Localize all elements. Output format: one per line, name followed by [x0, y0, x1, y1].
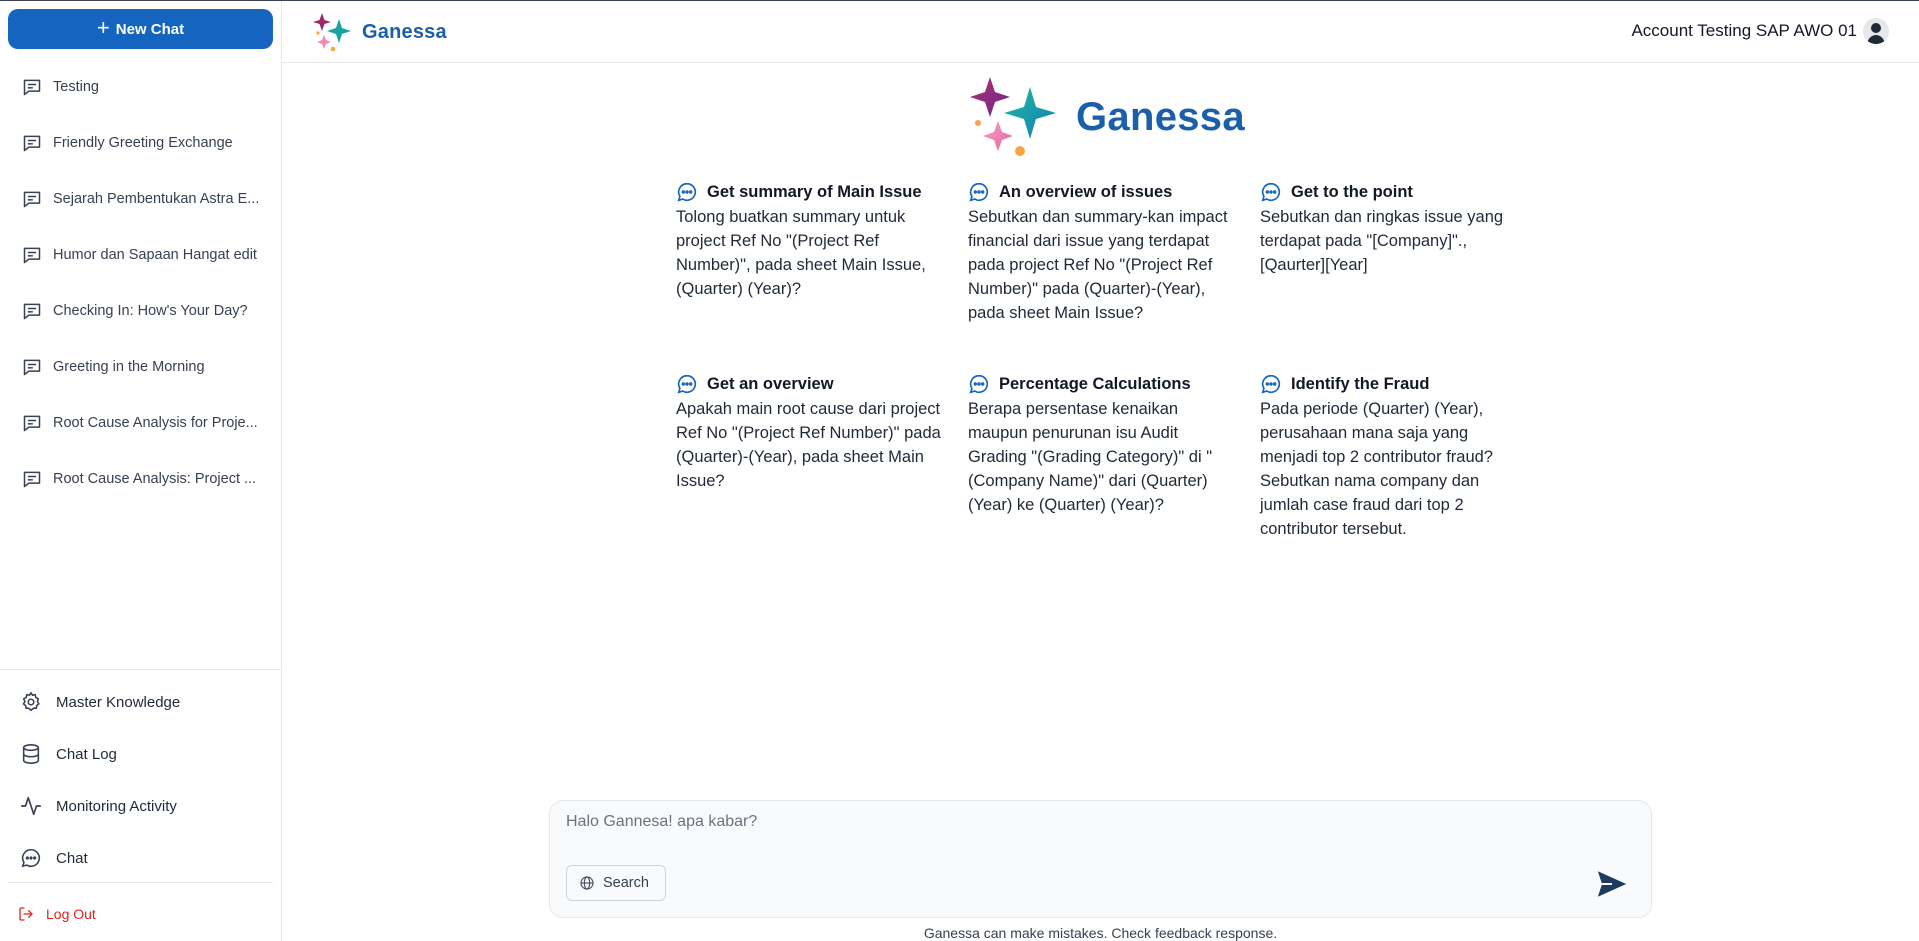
logout-label: Log Out — [46, 906, 96, 922]
send-icon — [1595, 867, 1629, 901]
message-square-icon — [22, 77, 42, 97]
logout-icon — [18, 906, 34, 922]
suggestion-card[interactable] — [676, 373, 941, 493]
suggestion-title: Get to the point — [1291, 182, 1413, 201]
history-item-label: Root Cause Analysis for Proje... — [53, 415, 258, 431]
message-square-icon — [22, 133, 42, 153]
suggestion-card[interactable] — [1260, 373, 1525, 541]
header-brand-text: Ganessa — [362, 20, 447, 43]
send-button[interactable] — [1595, 867, 1629, 901]
logout-button[interactable] — [18, 906, 96, 922]
message-square-icon — [22, 469, 42, 489]
chat-bubble-icon — [968, 181, 990, 203]
top-header — [282, 1, 1919, 63]
suggestion-text: Sebutkan dan summary-kan impact financial dari issue yang terdapat pada project Ref No "(Project Ref Number)" pada (Quarter)-(Year), pada sheet Main Issue? — [968, 208, 1228, 322]
message-input[interactable] — [566, 813, 1566, 843]
sidebar — [0, 1, 282, 941]
plus-icon: + — [96, 15, 110, 40]
sidebar-divider — [0, 669, 281, 670]
search-toggle-button[interactable] — [566, 865, 666, 901]
new-chat-label: New Chat — [115, 20, 185, 38]
suggestion-card[interactable] — [1260, 181, 1525, 277]
nav-divider — [8, 882, 273, 883]
message-square-icon — [22, 357, 42, 377]
history-item-label: Humor dan Sapaan Hangat edit — [53, 247, 257, 263]
new-chat-button[interactable] — [8, 9, 273, 49]
database-icon — [20, 743, 42, 765]
suggestion-text: Pada periode (Quarter) (Year), perusahaan mana saja yang menjadi top 2 contributor fraud? Sebutkan nama company dan jumlah case fraud dari top 2 contributor tersebut. — [1260, 400, 1493, 538]
history-item-label: Sejarah Pembentukan Astra E... — [53, 191, 260, 207]
suggestion-title: Identify the Fraud — [1291, 374, 1430, 393]
chat-bubble-icon — [1260, 373, 1282, 395]
sparkle-logo-icon — [970, 75, 1070, 159]
suggestion-text: Sebutkan dan ringkas issue yang terdapat pada "[Company]"., [Qaurter][Year] — [1260, 208, 1504, 274]
avatar — [1863, 18, 1889, 44]
message-square-icon — [22, 301, 42, 321]
suggestion-title: Get summary of Main Issue — [707, 182, 922, 201]
chat-bubble-icon — [968, 373, 990, 395]
history-item[interactable] — [0, 115, 281, 171]
message-square-icon — [22, 413, 42, 433]
nav-item-monitoring-activity[interactable] — [0, 780, 281, 832]
nav-item-chat-log[interactable] — [0, 728, 281, 780]
history-item-label: Root Cause Analysis: Project ... — [53, 471, 257, 487]
history-item[interactable] — [0, 395, 281, 451]
history-item[interactable] — [0, 451, 281, 507]
account-name: Account Testing SAP AWO 01 — [1631, 21, 1857, 40]
chat-bubble-icon — [1260, 181, 1282, 203]
chat-bubble-icon — [20, 847, 42, 869]
suggestion-title: Get an overview — [707, 374, 834, 393]
chat-bubble-icon — [676, 181, 698, 203]
nav-item-chat[interactable] — [0, 832, 281, 884]
suggestion-card[interactable] — [676, 181, 941, 301]
hero-brand-text: Ganessa — [1076, 94, 1245, 139]
suggestion-text: Tolong buatkan summary untuk project Ref No "(Project Ref Number)", pada sheet Main Issue, (Quarter) (Year)? — [676, 208, 926, 298]
chat-composer — [549, 800, 1652, 918]
history-item-label: Greeting in the Morning — [53, 359, 205, 375]
activity-icon — [20, 795, 42, 817]
chat-bubble-icon — [676, 373, 698, 395]
sidebar-nav — [0, 676, 281, 884]
history-item[interactable] — [0, 227, 281, 283]
nav-label: Chat Log — [56, 745, 117, 763]
suggestion-title: An overview of issues — [999, 182, 1173, 201]
chat-history-list — [0, 59, 281, 507]
history-item[interactable] — [0, 283, 281, 339]
suggestion-title: Percentage Calculations — [999, 374, 1191, 393]
search-toggle-label: Search — [603, 875, 649, 891]
user-avatar-icon — [1863, 18, 1889, 44]
hero-logo — [970, 75, 1245, 159]
gear-icon — [20, 691, 42, 713]
suggestion-text: Berapa persentase kenaikan maupun penurunan isu Audit Grading "(Grading Category)" di "(Company Name)" dari (Quarter) (Year) ke (Quarter) (Year)? — [968, 400, 1213, 514]
message-square-icon — [22, 189, 42, 209]
suggestion-text: Apakah main root cause dari project Ref No "(Project Ref Number)" pada (Quarter)-(Year), pada sheet Main Issue? — [676, 400, 941, 490]
nav-label: Chat — [56, 849, 88, 867]
nav-label: Master Knowledge — [56, 693, 181, 711]
disclaimer-text: Ganessa can make mistakes. Check feedback response. — [923, 925, 1278, 941]
globe-icon — [579, 875, 595, 891]
history-item[interactable] — [0, 339, 281, 395]
nav-label: Monitoring Activity — [56, 797, 177, 815]
history-item-label: Friendly Greeting Exchange — [53, 135, 233, 151]
header-logo[interactable] — [312, 11, 447, 53]
message-square-icon — [22, 245, 42, 265]
sparkle-logo-icon — [312, 11, 356, 53]
history-item-label: Testing — [53, 79, 99, 95]
history-item[interactable] — [0, 59, 281, 115]
nav-item-master-knowledge[interactable] — [0, 676, 281, 728]
suggestion-card[interactable] — [968, 181, 1233, 325]
account-menu[interactable] — [1631, 18, 1889, 44]
history-item-label: Checking In: How's Your Day? — [53, 303, 248, 319]
suggestion-card[interactable] — [968, 373, 1233, 517]
history-item[interactable] — [0, 171, 281, 227]
